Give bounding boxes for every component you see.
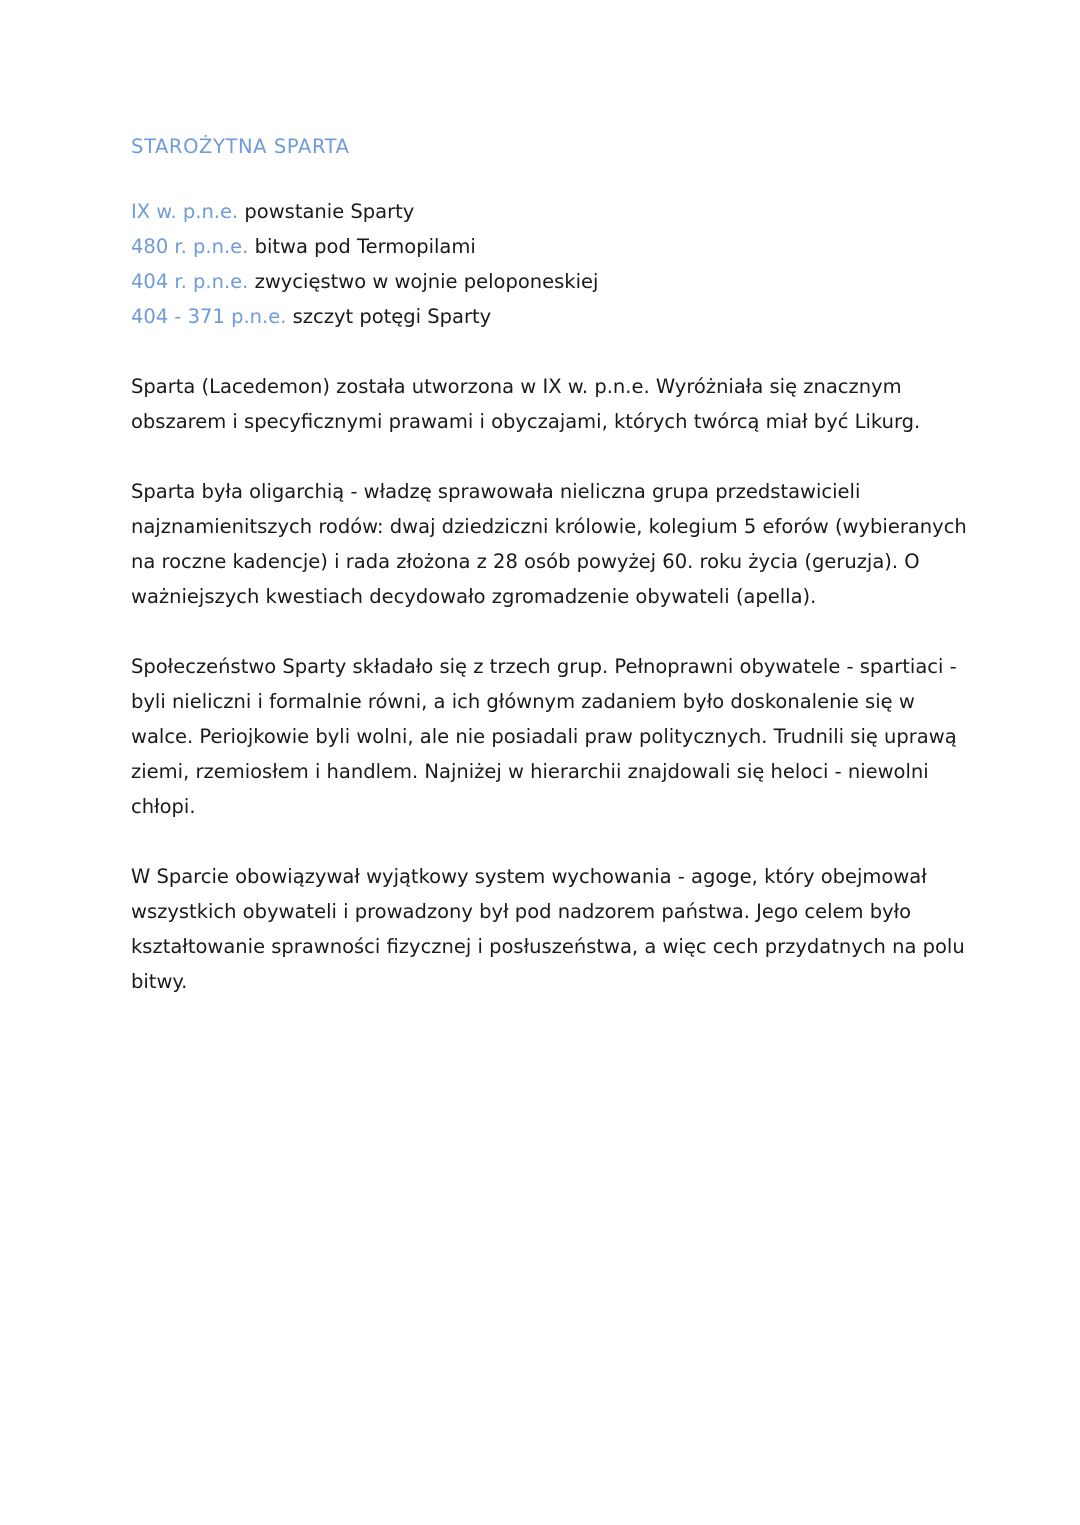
paragraph-government: Sparta była oligarchią - władzę sprawowała nieliczna grupa przedstawicieli najznamienitszych rodów: dwaj dziedziczni królowie, kolegium 5 eforów (wybieranych na roczne kadencje) i rada złożona z 28 osób powyżej 60. roku życia (geruzja). O ważniejszych kwestiach decydowało zgromadzenie obywateli (apella). bbox=[131, 480, 967, 608]
document-content bbox=[131, 133, 971, 1034]
timeline-row bbox=[131, 299, 971, 334]
timeline-row bbox=[131, 229, 971, 264]
paragraph-education: W Sparcie obowiązywał wyjątkowy system wychowania - agoge, który obejmował wszystkich obywateli i prowadzony był pod nadzorem państwa. Jego celem było kształtowanie sprawności fizycznej i posłuszeństwa, a więc cech przydatnych na polu bitwy. bbox=[131, 865, 965, 993]
timeline-event: szczyt potęgi Sparty bbox=[292, 305, 492, 328]
timeline-date: 404 - 371 p.n.e. bbox=[131, 305, 287, 328]
document-title: STAROŻYTNA SPARTA bbox=[131, 135, 350, 158]
timeline-event: powstanie Sparty bbox=[244, 200, 415, 223]
timeline-event: zwycięstwo w wojnie peloponeskiej bbox=[254, 270, 599, 293]
timeline-date: 404 r. p.n.e. bbox=[131, 270, 249, 293]
timeline-date: 480 r. p.n.e. bbox=[131, 235, 249, 258]
timeline-row bbox=[131, 264, 971, 299]
paragraph-origin: Sparta (Lacedemon) została utworzona w IX w. p.n.e. Wyróżniała się znacznym obszarem i specyficznymi prawami i obyczajami, których twórcą miał być Likurg. bbox=[131, 375, 921, 433]
timeline-date: IX w. p.n.e. bbox=[131, 200, 239, 223]
timeline bbox=[131, 194, 971, 334]
timeline-row bbox=[131, 194, 971, 229]
paragraph-society: Społeczeństwo Sparty składało się z trzech grup. Pełnoprawni obywatele - spartiaci - byli nieliczni i formalnie równi, a ich głównym zadaniem było doskonalenie się w walce. Periojkowie byli wolni, ale nie posiadali praw politycznych. Trudnili się uprawą ziemi, rzemiosłem i handlem. Najniżej w hierarchii znajdowali się heloci - niewolni chłopi. bbox=[131, 655, 957, 818]
timeline-event: bitwa pod Termopilami bbox=[254, 235, 476, 258]
